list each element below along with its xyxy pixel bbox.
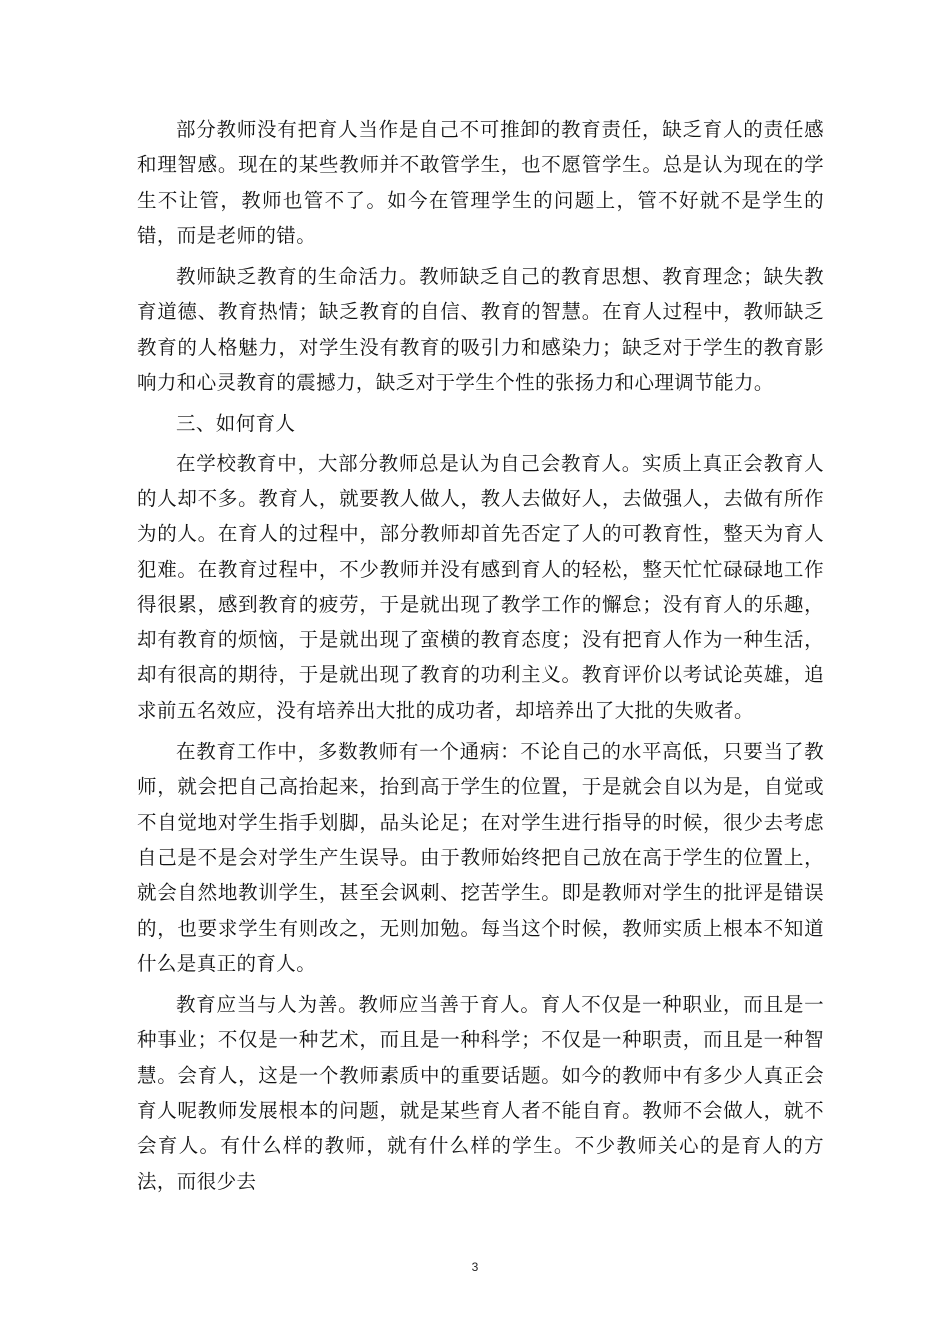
page-number: 3 (471, 1260, 479, 1274)
document-body (137, 112, 824, 1205)
section-heading: 三、如何育人 (176, 412, 296, 436)
paragraph: 部分教师没有把育人当作是自己不可推卸的教育责任，缺乏育人的责任感和理智感。现在的某些教师并不敢管学生，也不愿管学生。总是认为现在的学生不让管，教师也管不了。如今在管理学生的问题上，管不好就不是学生的错，而是老师的错。 (137, 118, 824, 247)
paragraph: 教育应当与人为善。教师应当善于育人。育人不仅是一种职业，而且是一种事业；不仅是一种艺术，而且是一种科学；不仅是一种职责，而且是一种智慧。会育人，这是一个教师素质中的重要话题。如今的教师中有多少人真正会育人呢教师发展根本的问题，就是某些育人者不能自育。教师不会做人，就不会育人。有什么样的教师，就有什么样的学生。不少教师关心的是育人的方法，而很少去 (137, 993, 824, 1193)
paragraph: 在教育工作中，多数教师有一个通病：不论自己的水平高低，只要当了教师，就会把自己高抬起来，抬到高于学生的位置，于是就会自以为是，自觉或不自觉地对学生指手划脚，品头论足；在对学生进行指导的时候，很少去考虑自己是不是会对学生产生误导。由于教师始终把自己放在高于学生的位置上，就会自然地教训学生，甚至会讽刺、挖苦学生。即是教师对学生的批评是错误的，也要求学生有则改之，无则加勉。每当这个时候，教师实质上根本不知道什么是真正的育人。 (137, 740, 824, 975)
paragraph: 在学校教育中，大部分教师总是认为自己会教育人。实质上真正会教育人的人却不多。教育人，就要教人做人，教人去做好人，去做强人，去做有所作为的人。在育人的过程中，部分教师却首先否定了人的可教育性，整天为育人犯难。在教育过程中，不少教师并没有感到育人的轻松，整天忙忙碌碌地工作得很累，感到教育的疲劳，于是就出现了教学工作的懈怠；没有育人的乐趣，却有教育的烦恼，于是就出现了蛮横的教育态度；没有把育人作为一种生活，却有很高的期待，于是就出现了教育的功利主义。教育评价以考试论英雄，追求前五名效应，没有培养出大批的成功者，却培养出了大批的失败者。 (137, 451, 824, 722)
paragraph: 教师缺乏教育的生命活力。教师缺乏自己的教育思想、教育理念；缺失教育道德、教育热情；缺乏教育的自信、教育的智慧。在育人过程中，教师缺乏教育的人格魅力，对学生没有教育的吸引力和感染力；缺乏对于学生的教育影响力和心灵教育的震撼力，缺乏对于学生个性的张扬力和心理调节能力。 (137, 265, 824, 395)
